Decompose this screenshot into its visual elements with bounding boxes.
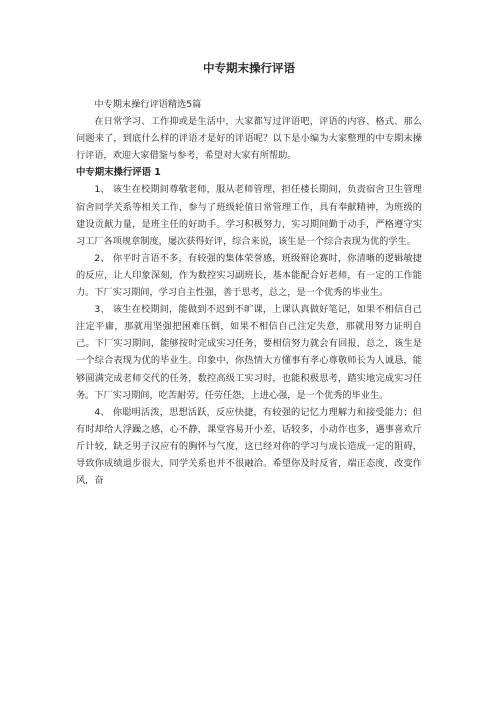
section-heading: 中专期末操行评语 1 xyxy=(76,167,161,179)
comment-item-2: 2、 你平时言语不多，有较强的集体荣誉感，班级辩论赛时，你清晰的逻辑敏捷的反应，让人印象深刻，作为数控实习副班长，基本能配合好老师，有一定的工作能力。下厂实习期间，学习自主性强，善于思考，总之，是一个优秀的毕业生。 xyxy=(76,252,422,299)
document-title: 中专期末操行评语 xyxy=(203,61,295,75)
document-page xyxy=(76,60,422,489)
comment-item-1: 1、 该生在校期间尊敬老师，服从老师管理，担任楼长期间，负责宿舍卫生管理宿舍同学关系等相关工作，参与了班级轮值日常管理工作，具有奉献精神，为班级的建设贡献力量，是班主任的好助手。学习积极努力，实习期间勤于动手，严格遵守实习工厂各项规章制度，屡次获得好评，综合来说，该生是一个综合表现为优的学生。 xyxy=(76,184,422,247)
comment-item-4: 4、 你聪明活泼，思想活跃，反应快捷，有较强的记忆力理解力和接受能力；但有时却给人浮躁之感，心不静，课堂容易开小差，话较多，小动作也多，遇事喜欢斤斤计较，缺乏男子汉应有的胸怀与气度，这已经对你的学习与成长造成一定的阻碍，导致你成绩退步很大，同学关系也并不很融洽。希望你及时反省，端正态度，改变作风，奋 xyxy=(76,406,422,487)
subtitle-paragraph: 中专期末操行评语精选5篇 xyxy=(94,99,202,110)
intro-paragraph: 在日常学习、工作抑或是生活中，大家都写过评语吧，评语的内容、格式、那么问题来了，到底什么样的评语才是好的评语呢？以下是小编为大家整理的中专期末操行评语，欢迎大家借鉴与参考，希望对大家有所帮助。 xyxy=(76,116,422,162)
comment-item-3: 3、 该生在校期间，能做到不迟到不旷课，上课认真做好笔记，如果不相信自己注定平庸，那就用坚强把困难压倒，如果不相信自己注定失意，那就用努力证明自己。下厂实习期间，能够按时完成实习任务，要相信努力就会有回报，总之，该生是一个综合表现为优的毕业生。印象中，你热情大方懂事有孝心尊敬师长为人诚恳，能够圆满完成老师交代的任务，数控高级工实习时，也能积极思考，踏实地完成实习任务。下厂实习期间，吃苦耐劳，任劳任怨，上进心强，是一个优秀的毕业生。 xyxy=(76,304,422,401)
